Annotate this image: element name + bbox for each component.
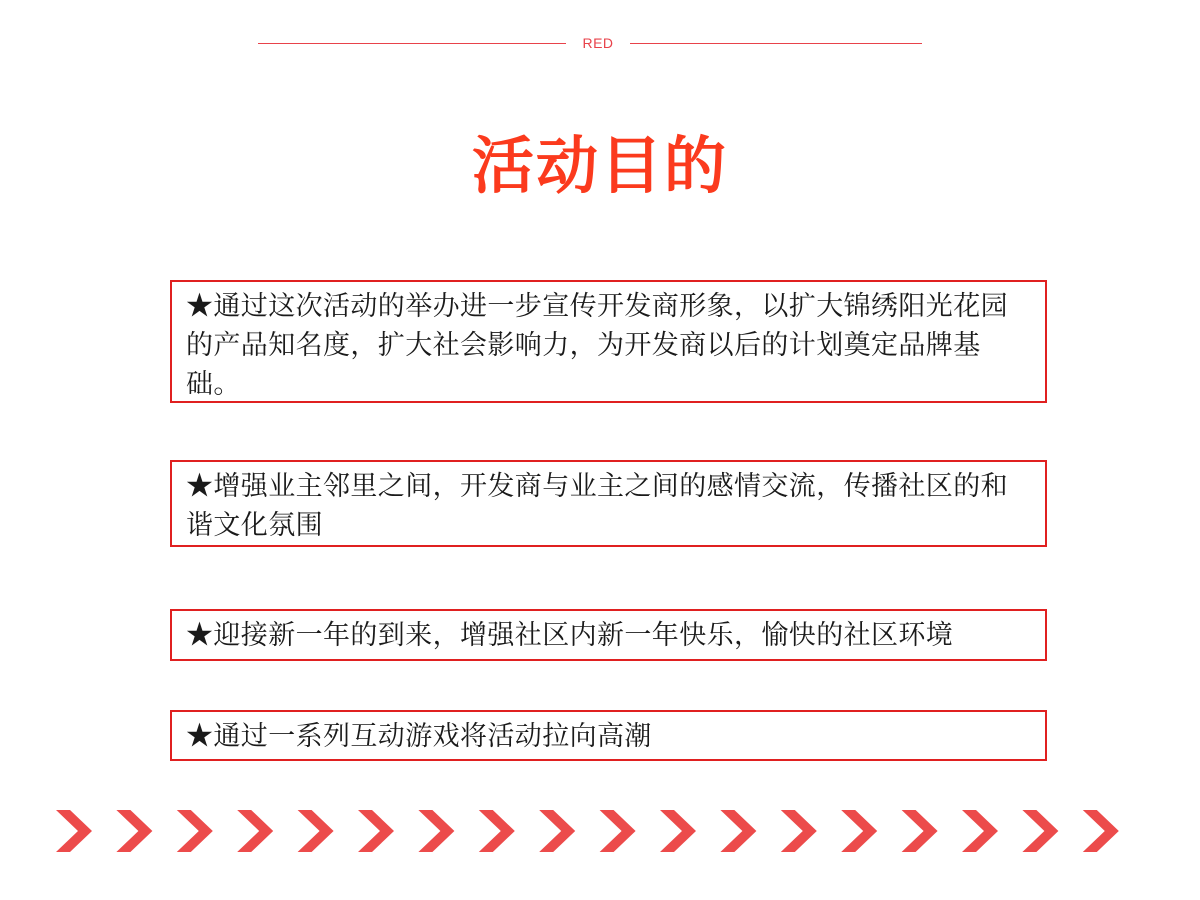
chevron-right-icon [358, 810, 394, 852]
goal-box-2 [170, 460, 1047, 547]
chevron-right-icon [298, 810, 334, 852]
chevron-right-icon [479, 810, 515, 852]
chevron-right-icon [539, 810, 575, 852]
chevron-decoration-row [50, 808, 1150, 854]
header-label: RED [582, 35, 614, 51]
chevron-right-icon [841, 810, 877, 852]
goal-text-1: ★通过这次活动的举办进一步宣传开发商形象，以扩大锦绣阳光花园的产品知名度，扩大社会影响力，为开发商以后的计划奠定品牌基础。 [186, 291, 1008, 400]
chevron-right-icon [237, 810, 273, 852]
goal-box-1 [170, 280, 1047, 403]
chevron-right-icon [720, 810, 756, 852]
page-title: 活动目的 [471, 129, 728, 202]
chevron-right-icon [962, 810, 998, 852]
chevron-right-icon [660, 810, 696, 852]
chevron-right-icon [177, 810, 213, 852]
chevron-right-icon [600, 810, 636, 852]
chevron-right-icon [56, 810, 92, 852]
chevron-right-icon [1022, 810, 1058, 852]
header-rule-right [630, 43, 922, 44]
goal-text-3: ★迎接新一年的到来，增强社区内新一年快乐，愉快的社区环境 [186, 620, 954, 651]
chevron-right-icon [418, 810, 454, 852]
chevron-right-icon [1083, 810, 1119, 852]
goal-box-4 [170, 710, 1047, 761]
goal-box-3 [170, 609, 1047, 661]
chevron-right-icon [781, 810, 817, 852]
goal-text-2: ★增强业主邻里之间，开发商与业主之间的感情交流，传播社区的和谐文化氛围 [186, 471, 1008, 541]
header-rule-left [258, 43, 566, 44]
goal-text-4: ★通过一系列互动游戏将活动拉向高潮 [186, 721, 652, 752]
chevron-right-icon [902, 810, 938, 852]
chevron-right-icon [116, 810, 152, 852]
